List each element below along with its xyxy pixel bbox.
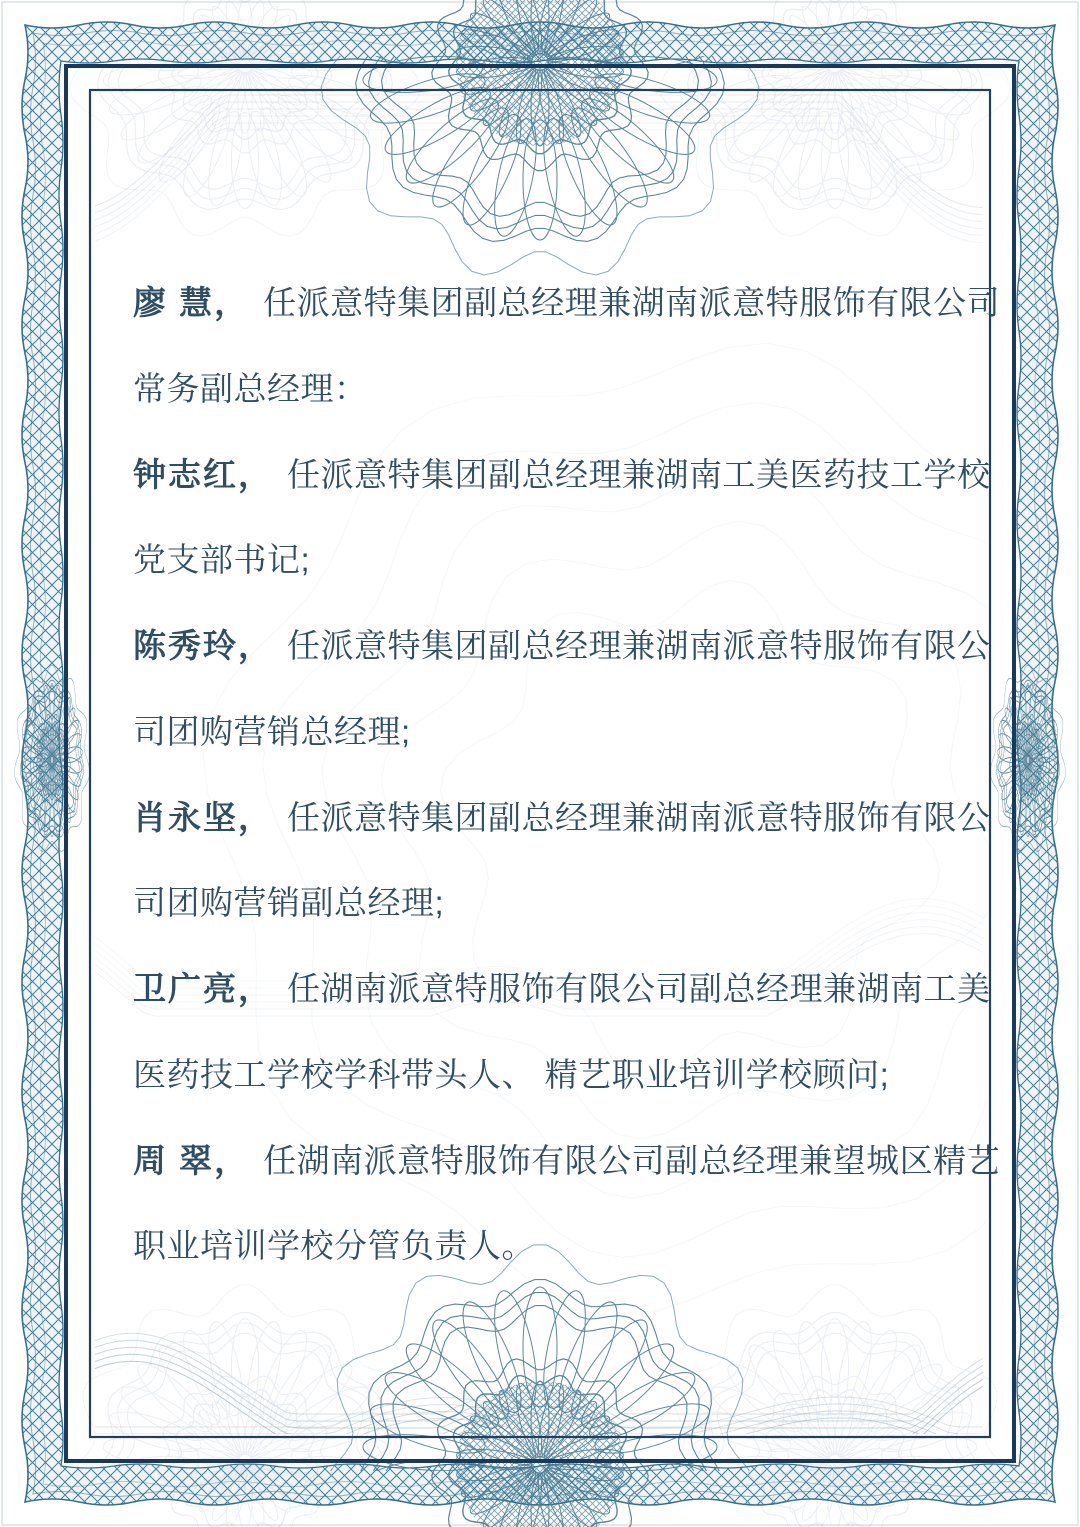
- appointment-line: [133, 1032, 985, 1118]
- appointment-line: [133, 346, 985, 432]
- appointment-line: [133, 1118, 1001, 1204]
- appointment-text: 任派意特集团副总经理兼湖南工美医药技工学校: [287, 455, 991, 493]
- appointment-line: [133, 432, 991, 518]
- appointment-text: 常务副总经理：: [133, 369, 368, 407]
- person-name: 周 翠，: [133, 1141, 250, 1179]
- appointment-text: 任派意特集团副总经理兼湖南派意特服饰有限公: [287, 627, 991, 664]
- person-name: 陈秀玲，: [133, 627, 273, 664]
- appointment-text: 任湖南派意特服饰有限公司副总经理兼望城区精艺: [263, 1141, 1001, 1179]
- appointment-line: [133, 260, 1001, 346]
- appointment-line: [133, 946, 991, 1032]
- appointment-line: [133, 860, 985, 946]
- person-name: 廖 慧，: [133, 284, 250, 321]
- person-name: 肖永坚，: [133, 798, 273, 836]
- document-body: [133, 260, 1001, 1289]
- appointment-text: 任派意特集团副总经理兼湖南派意特服饰有限公司: [263, 284, 1001, 321]
- appointment-text: 任派意特集团副总经理兼湖南派意特服饰有限公: [287, 798, 991, 836]
- appointment-line: [133, 1203, 985, 1289]
- appointment-line: [133, 775, 991, 861]
- person-name: 钟志红，: [133, 455, 273, 493]
- appointment-line: [133, 603, 991, 689]
- appointment-text: 党支部书记;: [133, 541, 311, 579]
- appointment-text: 任湖南派意特服饰有限公司副总经理兼湖南工美: [287, 970, 991, 1007]
- appointment-line: [133, 689, 985, 775]
- appointment-text: 职业培训学校分管负责人。: [133, 1227, 535, 1265]
- person-name: 卫广亮，: [133, 970, 273, 1007]
- appointment-text: 司团购营销总经理;: [133, 712, 411, 750]
- appointment-text: 医药技工学校学科带头人、 精艺职业培训学校顾问;: [133, 1055, 890, 1093]
- appointment-line: [133, 517, 985, 603]
- appointment-text: 司团购营销副总经理;: [133, 884, 445, 922]
